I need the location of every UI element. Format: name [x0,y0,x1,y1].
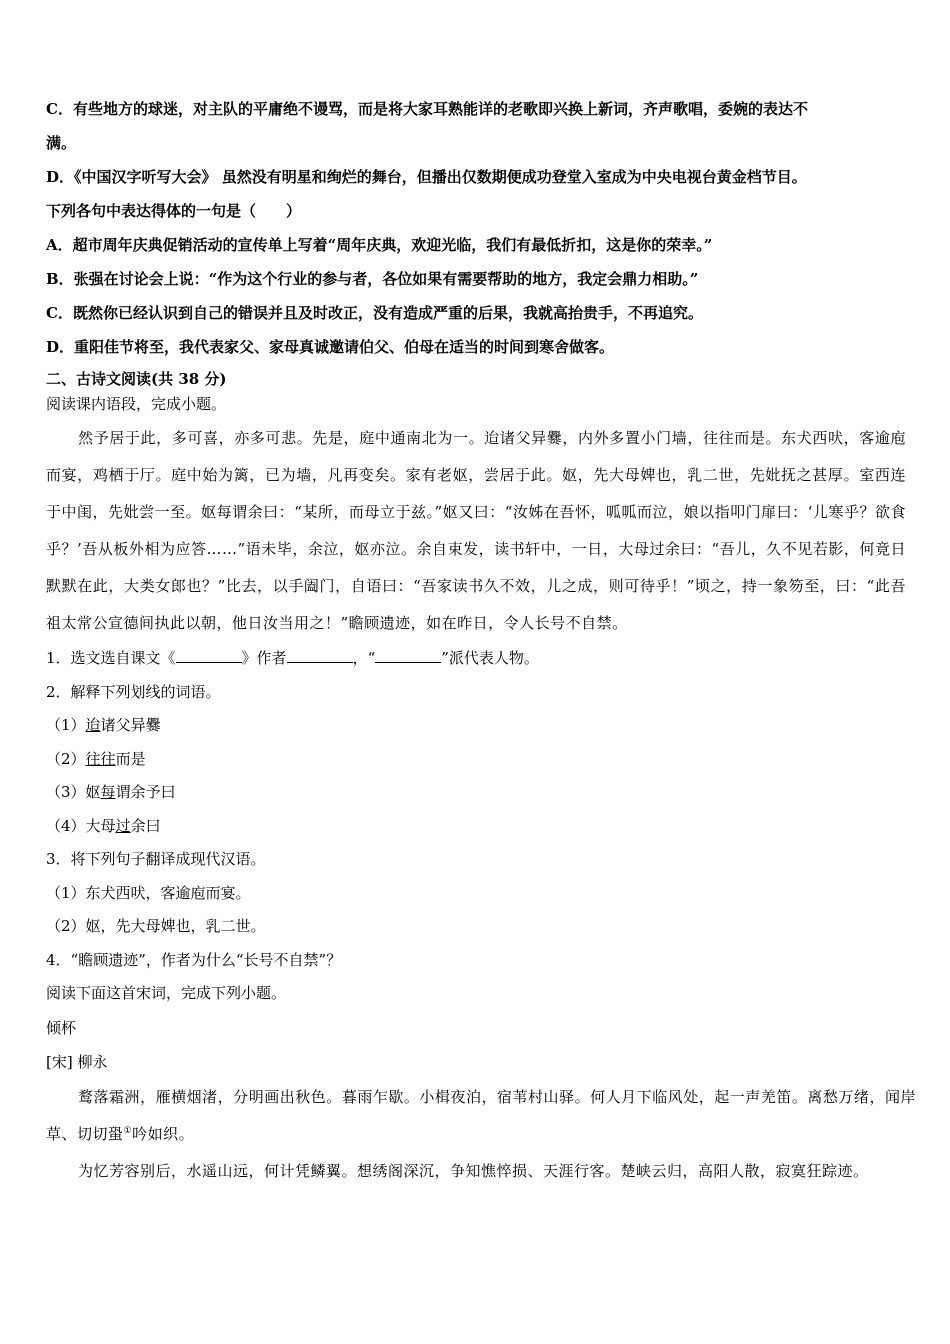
q2-4-prefix: （4）大母 [46,816,116,835]
option-d-2: D．重阳佳节将至，我代表家父、家母真诚邀请伯父、伯母在适当的时间到寒舍做客。 [46,338,615,356]
q1-prefix: 1．选文选自课文《 [46,649,176,667]
poem-stanza-2: 为忆芳容别后，水遥山远，何计凭鳞翼。想绣阁深沉，争知憔悴损、天涯行客。楚峡云归，高阳人散，寂寞狂踪迹。 [78,1161,869,1180]
blank-school[interactable] [375,648,441,663]
q2-2-prefix: （2） [46,749,86,768]
question-4: 4．“瞻顾遗迹”，作者为什么“长号不自禁”？ [46,950,342,969]
q2-4-rest: 余曰 [130,816,161,835]
q2-3-prefix: （3）妪 [46,783,101,801]
question-2-2 [46,743,916,777]
question-1 [46,642,916,676]
q1-mid1: 》作者 [241,649,287,667]
question-2: 2．解释下列划线的词语。 [46,682,221,701]
option-c: C．既然你已经认识到自己的错误并且及时改正，没有造成严重的后果，我就高抬贵手，不再追究。 [46,304,703,322]
q2-2-rest: 而是 [115,749,146,768]
poem-stanza-1-end: 吟如织。 [132,1124,195,1143]
question-3-1: （1）东犬西吠，客逾庖而宴。 [46,883,251,902]
q2-4-underlined: 过 [115,816,131,835]
poem-instruction: 阅读下面这首宋词，完成下列小题。 [46,984,287,1002]
option-b: B．张强在讨论会上说：“作为这个行业的参与者，各位如果有需要帮助的地方，我定会鼎力相助。” [46,270,699,288]
footnote-marker: ① [123,1125,133,1136]
question-2-3 [46,776,916,810]
blank-author[interactable] [287,648,353,663]
question-2-4 [46,810,916,844]
option-c-line1: C．有些地方的球迷，对主队的平庸绝不谩骂，而是将大家耳熟能详的老歌即兴换上新词，齐声歌唱，委婉的表达不 [46,100,808,118]
poem-title: 倾杯 [46,1018,77,1037]
blank-title[interactable] [176,648,242,663]
question-3: 3．将下列句子翻译成现代汉语。 [46,850,266,868]
q2-3-underlined: 每 [100,783,116,801]
poem-stanza-1-text: 鹜落霜洲，雁横烟渚，分明画出秋色。暮雨乍歇。小楫夜泊，宿苇村山驿。何人月下临风处，起一声羌笛。离愁万绪，闻岸草、切切蛩 [46,1087,916,1143]
exam-page [46,92,916,1190]
poem-author: [宋] 柳永 [46,1052,108,1071]
q2-2-underlined: 往往 [85,749,116,768]
q1-mid2: ，“ [352,649,376,667]
question-stem: 下列各句中表达得体的一句是（ ） [46,202,302,220]
reading-instruction: 阅读课内语段，完成小题。 [46,395,227,413]
q1-suffix: ”派代表人物。 [441,649,539,667]
option-d: D．《中国汉字听写大会》 虽然没有明星和绚烂的舞台，但播出仅数期便成功登堂入室成为中央电视台黄金档节目。 [46,168,807,186]
poem-stanza-1 [46,1079,916,1153]
question-3-2: （2）妪，先大母婢也，乳二世。 [46,917,266,935]
q2-3-rest: 谓余予曰 [115,783,176,801]
option-a: A．超市周年庆典促销活动的宣传单上写着“周年庆典，欢迎光临，我们有最低折扣，这是你的荣幸。” [46,236,713,254]
section-title: 二、古诗文阅读(共 38 分) [46,370,227,388]
classical-passage: 然予居于此，多可喜，亦多可悲。先是，庭中通南北为一。迨诸父异爨，内外多置小门墙，往往而是。东犬西吠，客逾庖而宴，鸡栖于厅。庭中始为篱，已为墙，凡再变矣。家有老妪，尝居于此。妪，先大母婢也，乳二世，先妣抚之甚厚。室西连于中闺，先妣尝一至。妪每谓余曰：“某所，而母立于兹。”妪又曰：“汝姊在吾怀，呱呱而泣，娘以指叩门扉曰：‘儿寒乎？欲食乎？’吾从板外相为应答……”语未毕，余泣，妪亦泣。余自束发，读书轩中，一日，大母过余曰：“吾儿，久不见若影，何竟日默默在此，大类女郎也？”比去，以手阖门，自语曰：“吾家读书久不效，儿之成，则可待乎！”顷之，持一象笏至，曰：“此吾祖太常公宣德间执此以朝，他日汝当用之！”瞻顾遗迹，如在昨日，令人长号不自禁。 [46,429,906,632]
q2-1-rest: 诸父异爨 [100,716,161,734]
q2-1-underlined: 迨 [85,716,101,734]
option-c-line2: 满。 [46,134,77,152]
q2-1-prefix: （1） [46,716,86,734]
question-2-1 [46,709,916,743]
